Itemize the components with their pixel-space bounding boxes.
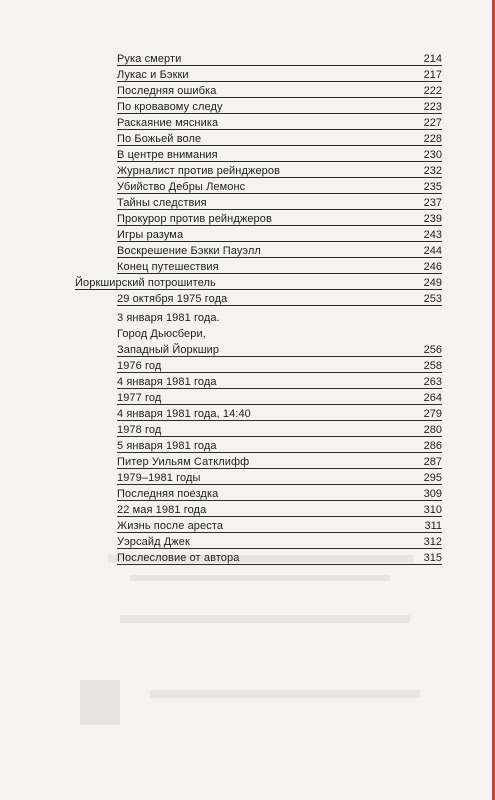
toc-entry-page: 217 — [423, 69, 442, 81]
toc-entry[interactable] — [117, 485, 442, 501]
toc-entry-page: 253 — [423, 293, 442, 305]
toc-entry-title: Игры разума — [117, 229, 184, 241]
toc-entry[interactable] — [117, 226, 442, 242]
toc-entry-title: Город Дьюсбери, — [117, 328, 206, 340]
toc-entry[interactable] — [117, 242, 442, 258]
toc-entry-title: Тайны следствия — [117, 197, 207, 209]
toc-entry-page: 258 — [423, 360, 442, 372]
toc-entry-title: В центре внимания — [117, 149, 218, 161]
toc-entry[interactable] — [117, 373, 442, 389]
toc-entry[interactable] — [117, 194, 442, 210]
toc-entry-page: 309 — [423, 488, 442, 500]
toc-entry-page: 222 — [423, 85, 442, 97]
toc-entry[interactable] — [117, 405, 442, 421]
toc-entry-page: 228 — [423, 133, 442, 145]
toc-chapter-title: Йоркширский потрошитель — [75, 277, 216, 289]
toc-entry-page: 232 — [423, 165, 442, 177]
toc-entry-title: Последняя поездка — [117, 488, 219, 500]
toc-entry[interactable] — [117, 501, 442, 517]
toc-entry[interactable] — [117, 421, 442, 437]
toc-entry[interactable] — [117, 469, 442, 485]
toc-entry[interactable] — [117, 130, 442, 146]
toc-chapter-entry[interactable] — [75, 274, 442, 290]
toc-entry-underline — [117, 305, 442, 306]
toc-entry[interactable] — [117, 437, 442, 453]
toc-entry-page: 310 — [423, 504, 442, 516]
toc-entry-title: Уэрсайд Джек — [117, 536, 190, 548]
toc-entry-title: 1978 год — [117, 424, 162, 436]
toc-entry-title: Питер Уильям Сатклифф — [117, 456, 250, 468]
toc-entry-page: 230 — [423, 149, 442, 161]
toc-entry[interactable] — [117, 453, 442, 469]
toc-entry[interactable] — [117, 290, 442, 306]
toc-entry[interactable] — [117, 549, 442, 565]
toc-entry-title: Убийство Дебры Лемонс — [117, 181, 246, 193]
toc-entry-page: 239 — [423, 213, 442, 225]
toc-entry-title: Воскрешение Бэкки Пауэлл — [117, 245, 261, 257]
toc-entry[interactable] — [117, 357, 442, 373]
toc-entry[interactable] — [117, 66, 442, 82]
toc-entry[interactable] — [117, 82, 442, 98]
toc-entry-page: 287 — [423, 456, 442, 468]
toc-entry-underline — [117, 564, 442, 565]
toc-entry-page: 235 — [423, 181, 442, 193]
toc-entry-title: По кровавому следу — [117, 101, 223, 113]
toc-entry-page: 214 — [423, 53, 442, 65]
toc-entry-page: 249 — [423, 277, 442, 289]
toc-entry-page: 312 — [423, 536, 442, 548]
toc-entry-title: 3 января 1981 года. — [117, 312, 220, 324]
toc-entry-page: 227 — [423, 117, 442, 129]
toc-entry-title: 22 мая 1981 года — [117, 504, 207, 516]
toc-entry-page: 295 — [423, 472, 442, 484]
toc-entry-title: 4 января 1981 года — [117, 376, 217, 388]
toc-entry[interactable] — [117, 178, 442, 194]
toc-entry-title: Прокурор против рейнджеров — [117, 213, 272, 225]
toc-entry-title: Конец путешествия — [117, 261, 219, 273]
toc-entry-title: 1977 год — [117, 392, 162, 404]
toc-entry[interactable] — [117, 146, 442, 162]
toc-entry-page: 263 — [423, 376, 442, 388]
toc-entry-title: Раскаяние мясника — [117, 117, 219, 129]
toc-entry[interactable] — [117, 517, 442, 533]
toc-entry-title: Жизнь после ареста — [117, 520, 224, 532]
toc-entry-page: 256 — [423, 344, 442, 356]
toc-entry[interactable] — [117, 50, 442, 66]
toc-entry-title: Послесловие от автора — [117, 552, 240, 564]
toc-entry-title: Последняя ошибка — [117, 85, 217, 97]
toc-entry-page: 286 — [423, 440, 442, 452]
toc-entry[interactable] — [117, 309, 442, 325]
toc-entry-title: Лукас и Бэкки — [117, 69, 189, 81]
toc-entry-page: 279 — [423, 408, 442, 420]
toc-entry-title: 29 октября 1975 года — [117, 293, 228, 305]
toc-entry-page: 223 — [423, 101, 442, 113]
toc-entry-page: 315 — [423, 552, 442, 564]
toc-entry-page: 280 — [423, 424, 442, 436]
toc-entry-page: 246 — [423, 261, 442, 273]
toc-entry-title: 1976 год — [117, 360, 162, 372]
toc-entry-page: 264 — [423, 392, 442, 404]
toc-entry-page: 311 — [424, 520, 442, 532]
toc-entry[interactable] — [117, 210, 442, 226]
toc-entry-title: По Божьей воле — [117, 133, 202, 145]
toc-entry[interactable] — [117, 162, 442, 178]
toc-entry-title: Журналист против рейнджеров — [117, 165, 281, 177]
toc-entry[interactable] — [117, 325, 442, 341]
toc-entry-title: Западный Йоркшир — [117, 344, 220, 356]
toc-entry[interactable] — [117, 114, 442, 130]
toc-entry-page: 237 — [423, 197, 442, 209]
toc-entry[interactable] — [117, 341, 442, 357]
toc-entry[interactable] — [117, 533, 442, 549]
toc-entry-page: 244 — [423, 245, 442, 257]
toc-entry-title: Рука смерти — [117, 53, 182, 65]
toc-entry-title: 5 января 1981 года — [117, 440, 217, 452]
toc-entry[interactable] — [117, 258, 442, 274]
toc-entry[interactable] — [117, 98, 442, 114]
toc-entry-title: 1979–1981 годы — [117, 472, 201, 484]
toc-entry-title: 4 января 1981 года, 14:40 — [117, 408, 251, 420]
toc-entry-page: 243 — [423, 229, 442, 241]
toc-entry[interactable] — [117, 389, 442, 405]
